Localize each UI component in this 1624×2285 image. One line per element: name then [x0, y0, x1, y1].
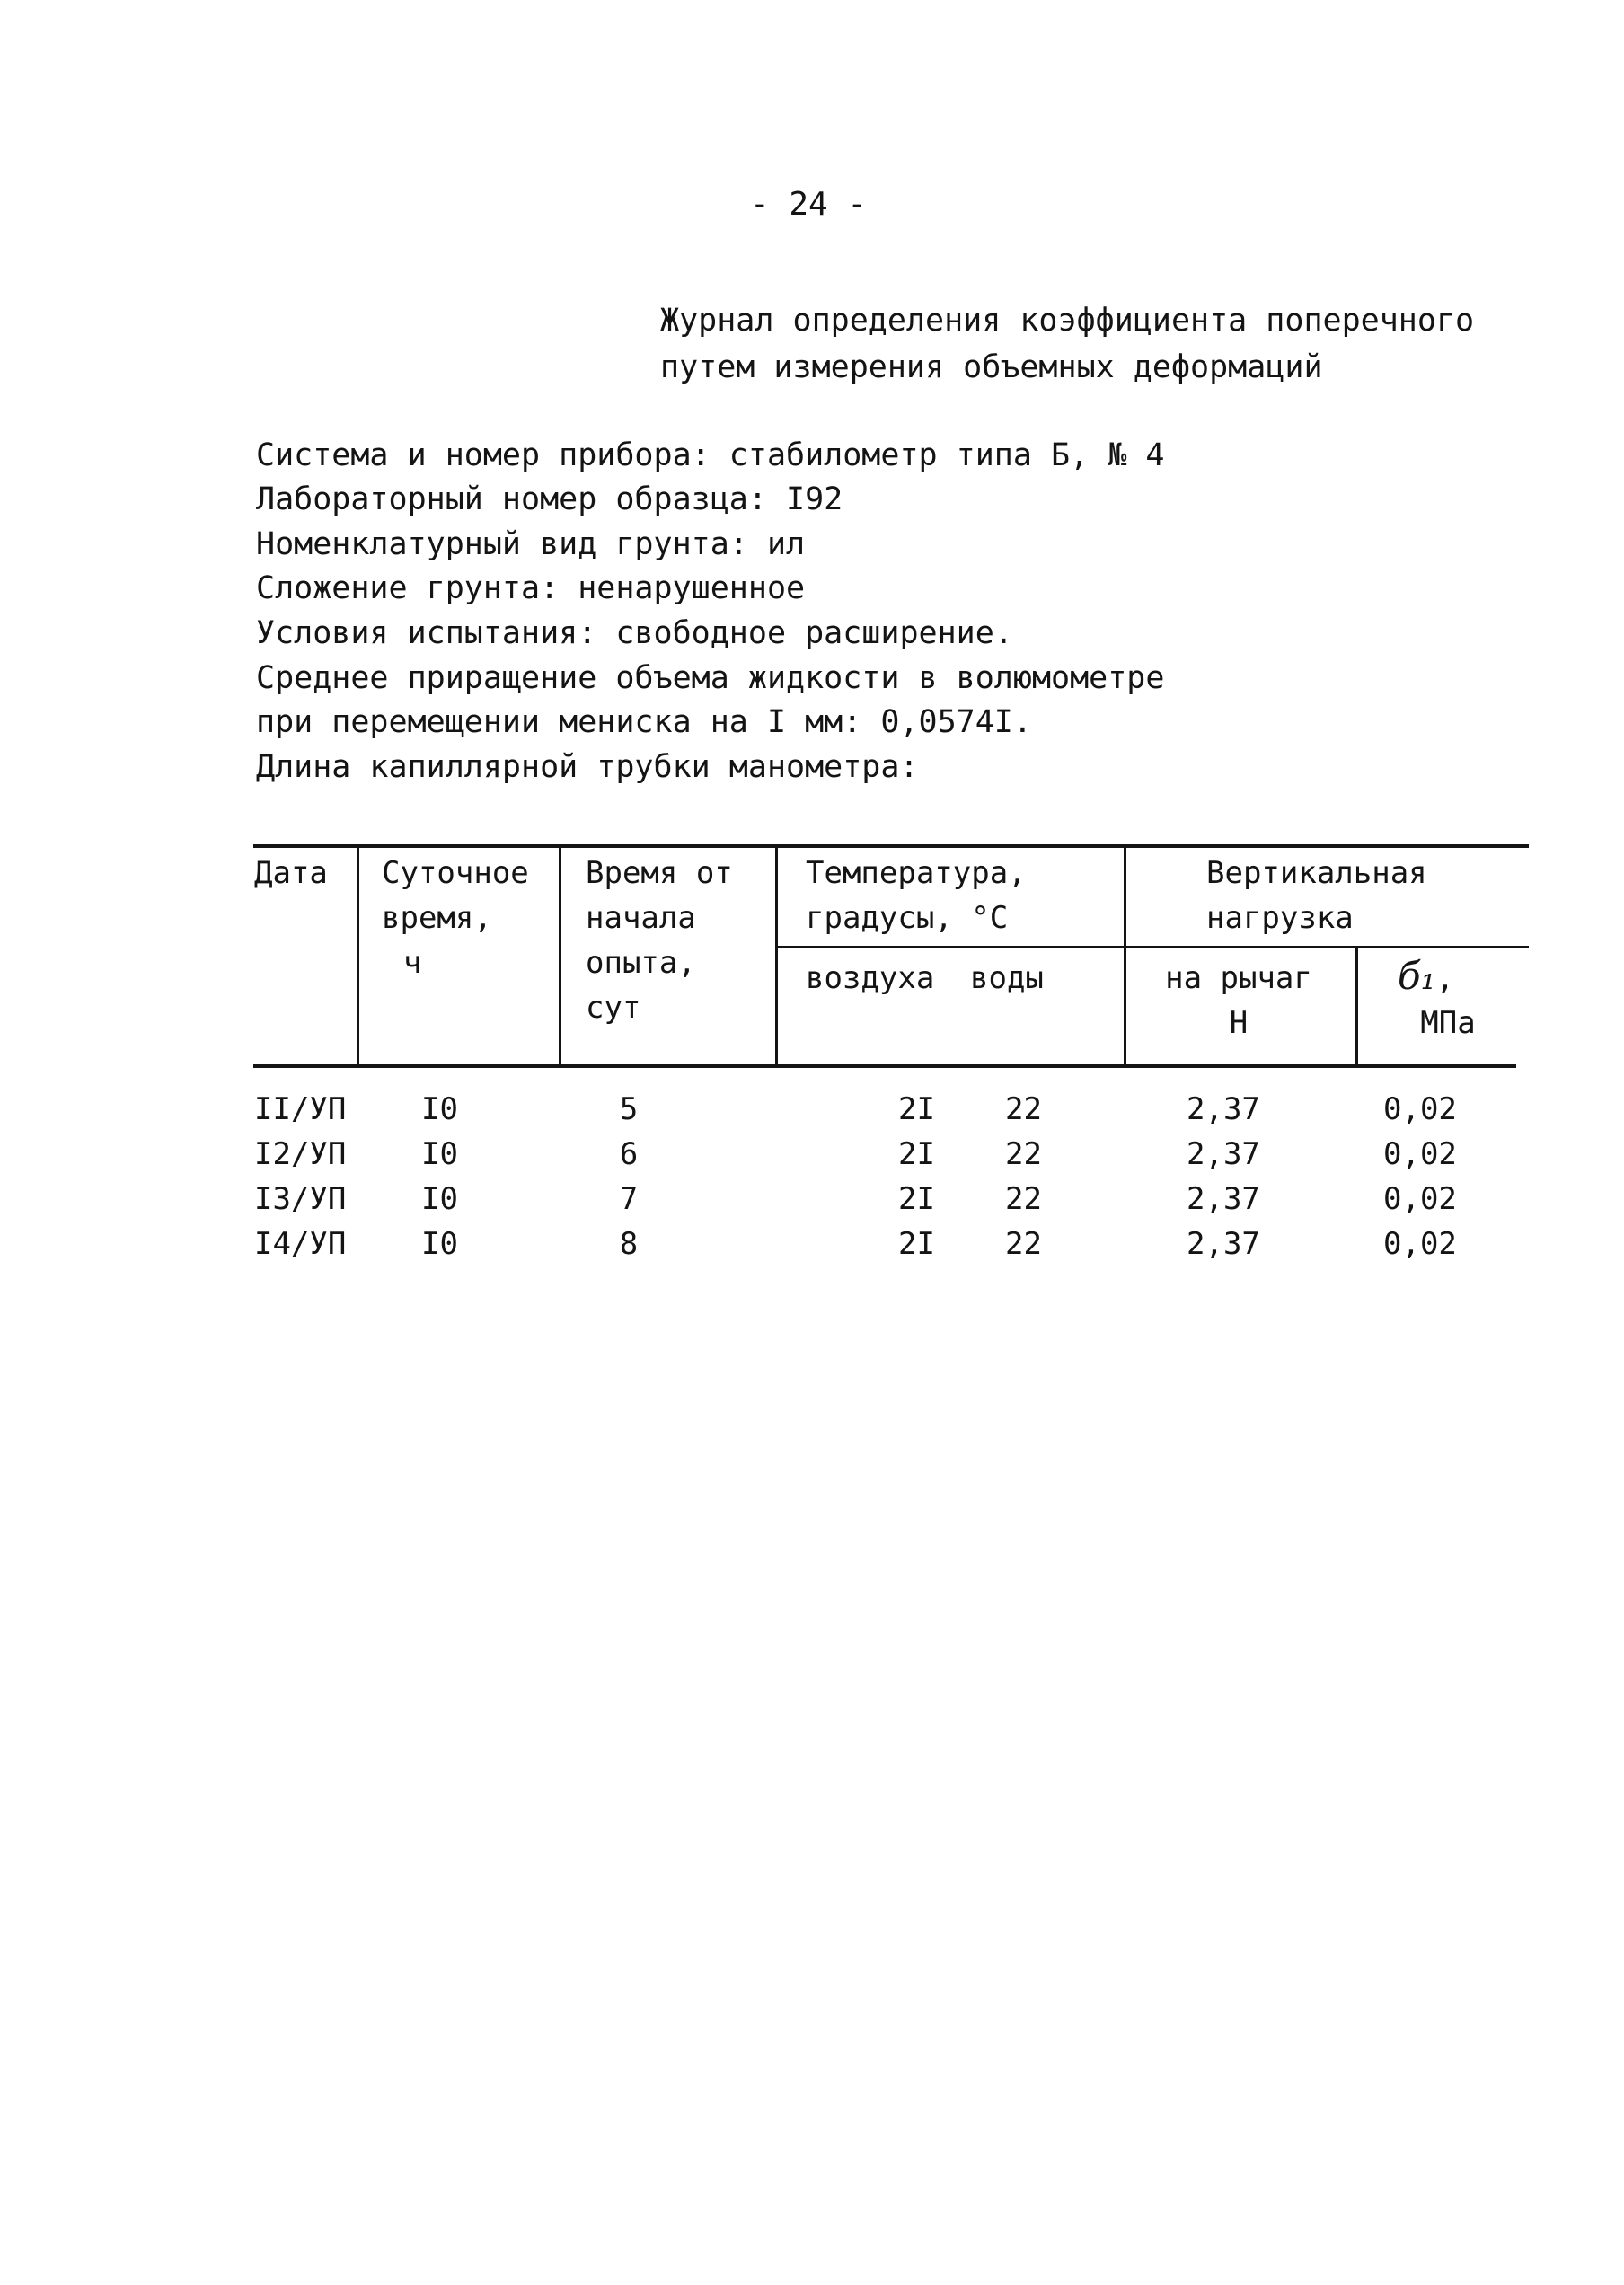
col-divider-1 — [357, 846, 359, 1066]
journal-title-line-1: Журнал определения коэффициента поперечного — [660, 303, 1475, 339]
col-divider-5 — [1355, 948, 1358, 1066]
cell-temp-air: 2I — [898, 1226, 935, 1262]
header-elapsed-4: сут — [586, 990, 641, 1026]
header-temperature-1: Температура, — [806, 855, 1027, 891]
cell-temp-air: 2I — [898, 1181, 935, 1217]
journal-title-line-2: путем измерения объемных деформаций — [660, 349, 1323, 385]
header-daily-time-3: ч — [403, 945, 422, 981]
cell-elapsed: 5 — [619, 1091, 639, 1127]
header-sigma-unit: МПа — [1420, 1005, 1476, 1041]
cell-lever-load: 2,37 — [1187, 1136, 1260, 1172]
cell-daily-time: I0 — [421, 1226, 458, 1262]
header-lever-2: Н — [1229, 1005, 1249, 1041]
header-temp-water: воды — [970, 960, 1044, 996]
cell-date: I3/УП — [254, 1181, 347, 1217]
cell-lever-load: 2,37 — [1187, 1226, 1260, 1262]
cell-sigma: 0,02 — [1383, 1226, 1457, 1262]
cell-date: I4/УП — [254, 1226, 347, 1262]
header-elapsed-3: опыта, — [586, 945, 696, 981]
cell-temp-water: 22 — [1005, 1226, 1042, 1262]
cell-sigma: 0,02 — [1383, 1181, 1457, 1217]
cell-temp-water: 22 — [1005, 1091, 1042, 1127]
info-volume-increment-1: Среднее приращение объема жидкости в волюмометре — [256, 660, 1165, 696]
info-sample-number: Лабораторный номер образца: I92 — [256, 481, 843, 517]
cell-temp-air: 2I — [898, 1136, 935, 1172]
table-top-rule — [253, 844, 1529, 848]
sigma-comma: , — [1435, 961, 1454, 997]
header-temp-air: воздуха — [806, 960, 935, 996]
cell-daily-time: I0 — [421, 1181, 458, 1217]
table-subheader-rule — [777, 946, 1529, 948]
header-daily-time-2: время, — [382, 900, 492, 936]
col-divider-2 — [559, 846, 561, 1066]
cell-temp-water: 22 — [1005, 1181, 1042, 1217]
cell-daily-time: I0 — [421, 1136, 458, 1172]
info-volume-increment-2: при перемещении мениска на I мм: 0,0574I. — [256, 704, 1032, 740]
info-test-conditions: Условия испытания: свободное расширение. — [256, 615, 1013, 651]
cell-date: I2/УП — [254, 1136, 347, 1172]
header-vertical-load-2: нагрузка — [1206, 900, 1354, 936]
cell-elapsed: 8 — [619, 1226, 639, 1262]
header-date: Дата — [254, 855, 328, 891]
header-sigma — [1398, 954, 1454, 998]
header-vertical-load-1: Вертикальная — [1206, 855, 1427, 891]
cell-sigma: 0,02 — [1383, 1091, 1457, 1127]
col-divider-3 — [775, 846, 778, 1066]
info-capillary-length: Длина капиллярной трубки манометра: — [256, 749, 919, 785]
page-number: - 24 - — [750, 186, 868, 223]
cell-elapsed: 6 — [619, 1136, 639, 1172]
table-header-bottom-rule — [253, 1064, 1516, 1068]
col-divider-4 — [1124, 846, 1126, 1066]
header-lever-1: на рычаг — [1165, 960, 1312, 996]
cell-elapsed: 7 — [619, 1181, 639, 1217]
sigma-symbol: б₁ — [1398, 954, 1436, 998]
header-elapsed-1: Время от — [586, 855, 733, 891]
cell-lever-load: 2,37 — [1187, 1091, 1260, 1127]
cell-daily-time: I0 — [421, 1091, 458, 1127]
header-elapsed-2: начала — [586, 900, 696, 936]
cell-temp-air: 2I — [898, 1091, 935, 1127]
info-soil-type: Номенклатурный вид грунта: ил — [256, 526, 806, 562]
header-daily-time-1: Суточное — [382, 855, 529, 891]
cell-lever-load: 2,37 — [1187, 1181, 1260, 1217]
info-soil-structure: Сложение грунта: ненарушенное — [256, 570, 806, 606]
cell-temp-water: 22 — [1005, 1136, 1042, 1172]
cell-date: II/УП — [254, 1091, 347, 1127]
info-device: Система и номер прибора: стабилометр типа Б, № 4 — [256, 437, 1165, 473]
header-temperature-2: градусы, °С — [806, 900, 1009, 936]
cell-sigma: 0,02 — [1383, 1136, 1457, 1172]
